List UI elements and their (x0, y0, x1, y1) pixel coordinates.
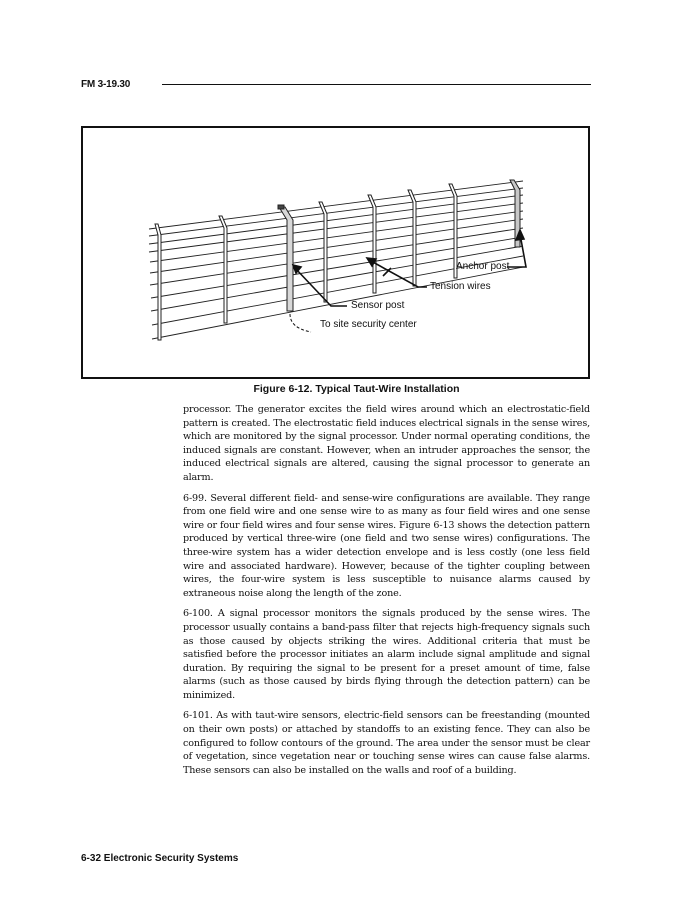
running-header-manual-id: FM 3-19.30 (81, 79, 131, 90)
running-footer-page-label: 6-32 Electronic Security Systems (81, 853, 239, 864)
callout-anchor-post: Anchor post (456, 261, 510, 272)
figure-caption: Figure 6-12. Typical Taut-Wire Installation (253, 383, 460, 395)
body-text (183, 403, 590, 784)
paragraph-continuation: processor. The generator excites the field wires around which an electrostatic-field pattern is created. The electrostatic field induces electrical signals in the sense wires, which are monitored by the signal processor. Under normal operating conditions, the induced signals are constant. However, when an intruder approaches the sensor, the induced electrical signals are altered, causing the signal processor to generate an alarm. (183, 404, 590, 483)
paragraph-6-101: 6-101. As with taut-wire sensors, electric-field sensors can be freestanding (mounted on their own posts) or attached by standoffs to an existing fence. They can also be configured to follow contours of the ground. The area under the sensor must be clear of vegetation, since vegetation near or touching sense wires can cause false alarms. These sensors can also be installed on the walls and roof of a building. (183, 710, 590, 776)
figure-frame (81, 126, 590, 379)
callout-site-security: To site security center (320, 319, 417, 330)
paragraph-6-99: 6-99. Several different field- and sense-wire configurations are available. They range from one field wire and one sense wire to as many as four field wires and one sense wire or four field wires and four sense wires. Figure 6-13 shows the detection pattern produced by vertical three-wire (one field and two sense wires) configurations. The three-wire system has a wider detection envelope and is less costly (one less field wire and associated hardware). However, because of the tighter coupling between wires, the four-wire system is less susceptible to nuisance alarms caused by extraneous noise along the length of the zone. (183, 492, 590, 599)
fence-posts (155, 184, 457, 340)
paragraph-6-100: 6-100. A signal processor monitors the signals produced by the sense wires. The processor usually contains a band-pass filter that rejects high-frequency signals such as those caused by objects striking the wires. Additional criteria that must be satisfied before the processor initiates an alarm include signal amplitude and signal duration. By requiring the signal to be present for a preset amount of time, false alarms (such as those caused by birds flying through the detection pattern) can be minimized. (183, 608, 590, 701)
header-rule (162, 84, 591, 85)
callout-sensor-post: Sensor post (351, 300, 405, 311)
taut-wire-fence-illustration (83, 128, 588, 377)
security-cable-dashed (290, 314, 311, 332)
tension-wires-lines (149, 181, 523, 339)
callout-tension-wires: Tension wires (430, 281, 491, 292)
sensor-post-shape (278, 205, 293, 311)
